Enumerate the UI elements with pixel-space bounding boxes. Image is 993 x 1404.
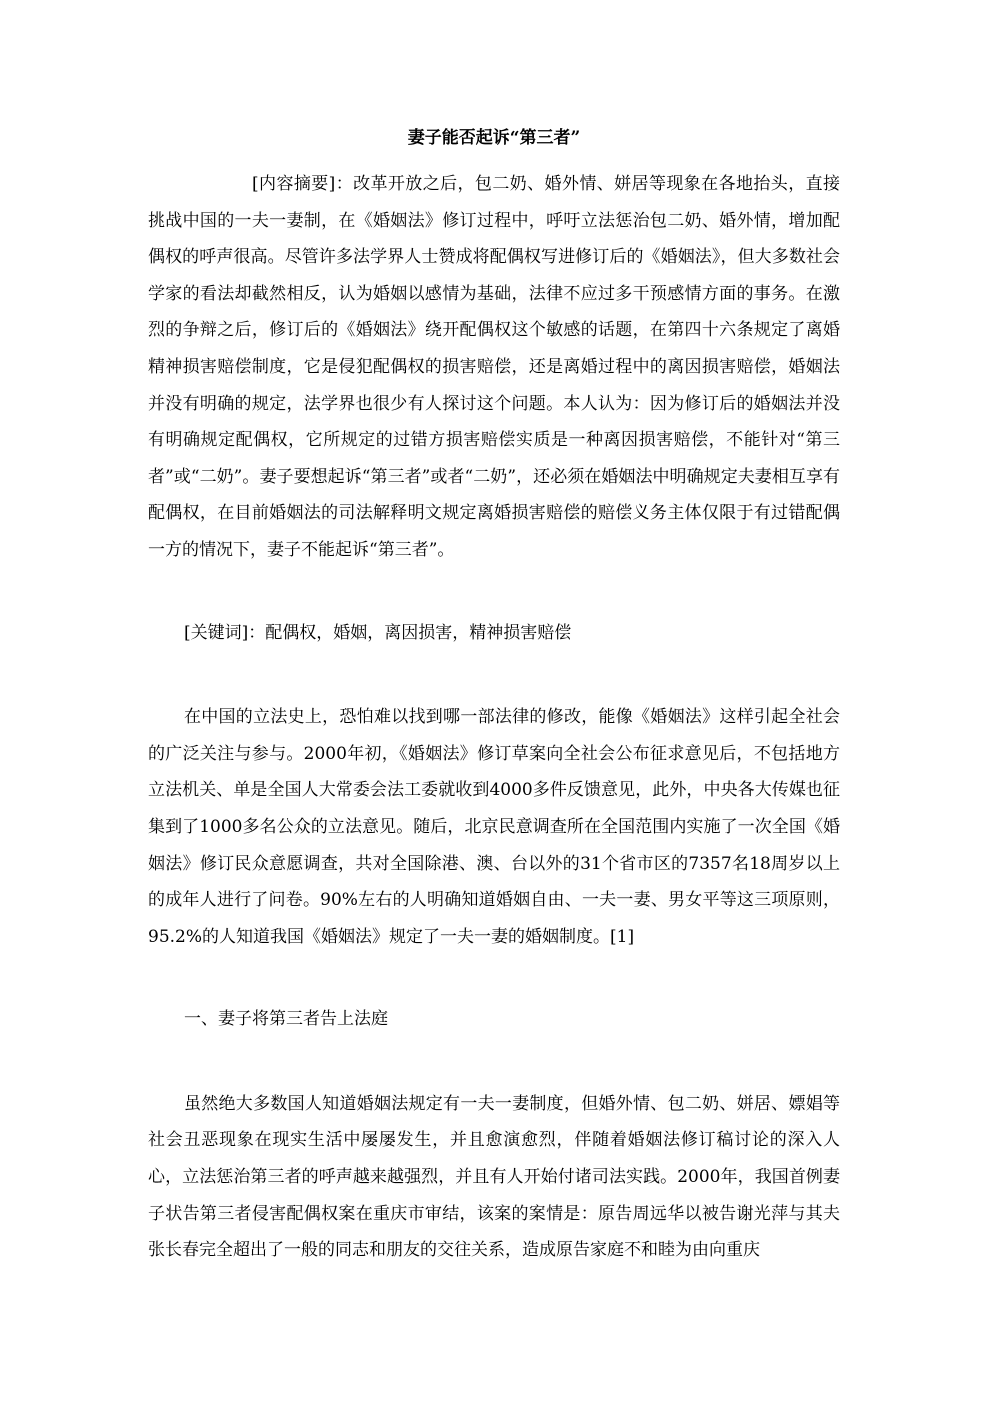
section-paragraph: 虽然绝大多数国人知道婚姻法规定有一夫一妻制度，但婚外情、包二奶、姘居、嫖娼等社会丑恶现象在现实生活中屡屡发生，并且愈演愈烈，伴随着婚姻法修订稿讨论的深入人心，立法惩治第三者的呼声越来越强烈，并且有人开始付诸司法实践。2000年，我国首例妻子状告第三者侵害配偶权案在重庆市审结，该案的案情是：原告周远华以被告谢光萍与其夫张长春完全超出了一般的同志和朋友的交往关系，造成原告家庭不和睦为由向重庆 xyxy=(148,1093,840,1261)
document-body xyxy=(148,126,840,1269)
keywords-line: [关键词]：配偶权，婚姻，离因损害，精神损害赔偿 xyxy=(184,622,572,643)
document-title: 妻子能否起诉“第三者” xyxy=(407,128,581,148)
spacer xyxy=(148,1038,840,1086)
intro-paragraph: 在中国的立法史上，恐怕难以找到哪一部法律的修改，能像《婚姻法》这样引起全社会的广泛关注与参与。2000年初，《婚姻法》修订草案向全社会公布征求意见后，不包括地方立法机关、单是全国人大常委会法工委就收到4000多件反馈意见，此外，中央各大传媒也征集到了1000多名公众的立法意见。随后，北京民意调查所在全国范围内实施了一次全国《婚姻法》修订民众意愿调查，共对全国除港、澳、台以外的31个省市区的7357名18周岁以上的成年人进行了问卷。90%左右的人明确知道婚姻自由、一夫一妻、男女平等这三项原则，95.2%的人知道我国《婚姻法》规定了一夫一妻的婚姻制度。[1] xyxy=(148,707,840,947)
spacer xyxy=(148,955,840,1001)
spacer xyxy=(148,569,840,615)
abstract-paragraph: [内容摘要]：改革开放之后，包二奶、婚外情、姘居等现象在各地抬头，直接挑战中国的一夫一妻制，在《婚姻法》修订过程中，呼吁立法惩治包二奶、婚外情，增加配偶权的呼声很高。尽管许多法学界人士赞成将配偶权写进修订后的《婚姻法》，但大多数社会学家的看法却截然相反，认为婚姻以感情为基础，法律不应过多干预感情方面的事务。在激烈的争辩之后，修订后的《婚姻法》绕开配偶权这个敏感的话题，在第四十六条规定了离婚精神损害赔偿制度，它是侵犯配偶权的损害赔偿，还是离婚过程中的离因损害赔偿，婚姻法并没有明确的规定，法学界也很少有人探讨这个问题。本人认为：因为修订后的婚姻法并没有明确规定配偶权，它所规定的过错方损害赔偿实质是一种离因损害赔偿，不能针对“第三者”或“二奶”。妻子要想起诉“第三者”或者“二奶”，还必须在婚姻法中明确规定夫妻相互享有配偶权，在目前婚姻法的司法解释明文规定离婚损害赔偿的赔偿义务主体仅限于有过错配偶一方的情况下，妻子不能起诉“第三者”。 xyxy=(148,174,840,560)
section-heading: 一、妻子将第三者告上法庭 xyxy=(184,1009,388,1030)
spacer xyxy=(148,651,840,699)
